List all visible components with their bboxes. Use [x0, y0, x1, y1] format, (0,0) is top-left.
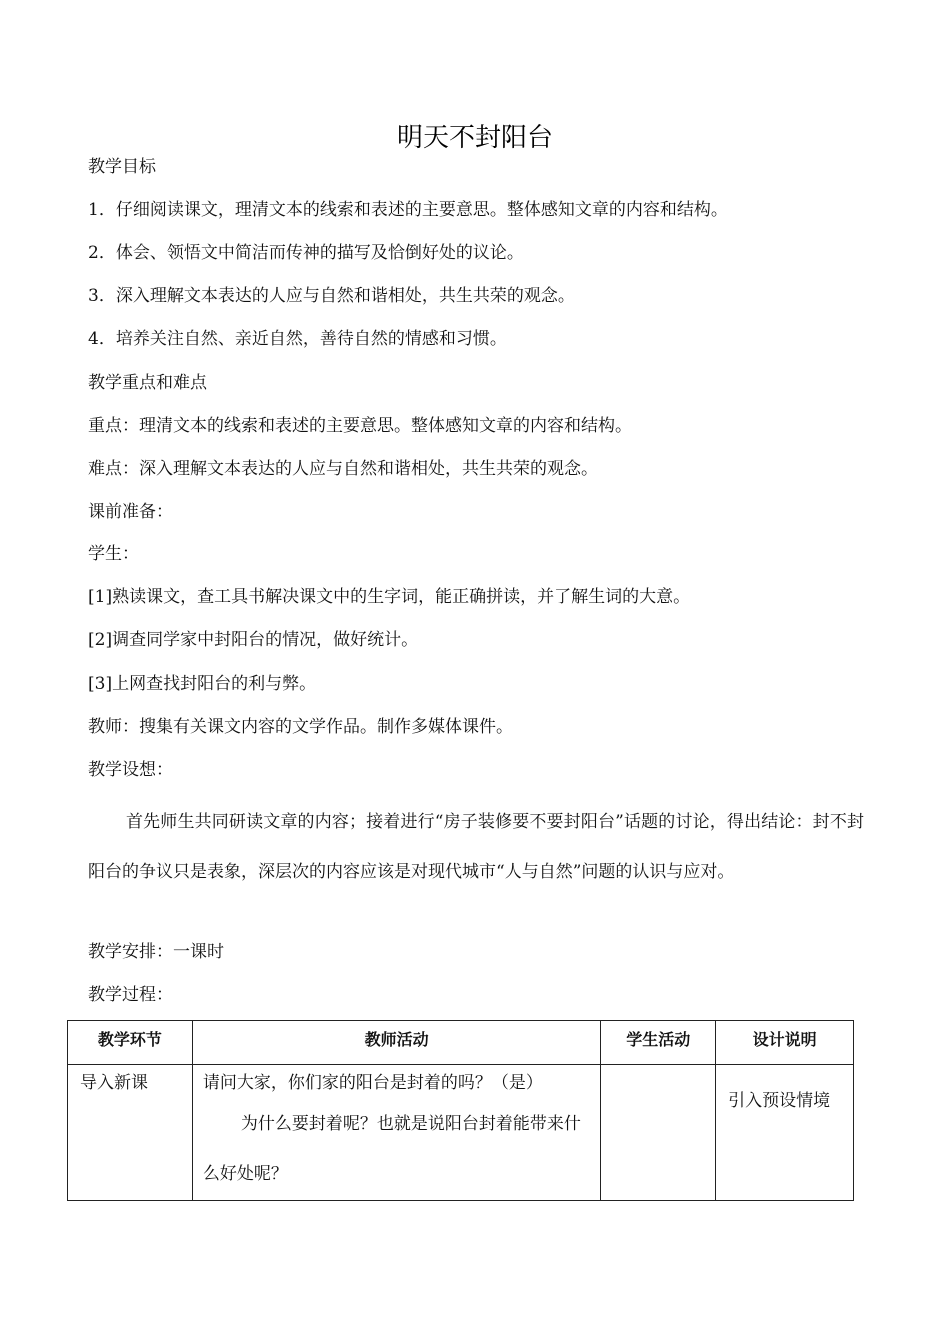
cell-teacher-activity — [192, 1065, 600, 1201]
cell-stage: 导入新课 — [68, 1065, 193, 1201]
teacher-prep: 教师：搜集有关课文内容的文学作品。制作多媒体课件。 — [88, 717, 513, 737]
student-task: [2]调查同学家中封阳台的情况，做好统计。 — [88, 630, 419, 650]
design-heading: 教学设想： — [88, 760, 173, 780]
goal-item: 1．仔细阅读课文，理清文本的线索和表述的主要意思。整体感知文章的内容和结构。 — [88, 200, 728, 220]
key-heading: 教学重点和难点 — [88, 373, 207, 393]
student-label: 学生： — [88, 544, 139, 564]
table-header-row — [68, 1021, 854, 1065]
teacher-line: 为什么要封着呢？也就是说阳台封着能带来什么好处呢？ — [202, 1114, 581, 1184]
difficult-point: 难点：深入理解文本表达的人应与自然和谐相处，共生共荣的观念。 — [88, 459, 598, 479]
cell-student-activity — [601, 1065, 716, 1201]
page-title: 明天不封阳台 — [396, 123, 553, 153]
goal-item: 4．培养关注自然、亲近自然，善待自然的情感和习惯。 — [88, 329, 507, 349]
student-task: [3]上网查找封阳台的利与弊。 — [88, 674, 317, 694]
design-paragraph: 首先师生共同研读文章的内容；接着进行“房子装修要不要封阳台”话题的讨论，得出结论：封不封阳台的争议只是表象，深层次的内容应该是对现代城市“人与自然”问题的认识与应对。 — [88, 812, 864, 882]
cell-design-note: 引入预设情境 — [716, 1065, 854, 1201]
goal-item: 3．深入理解文本表达的人应与自然和谐相处，共生共荣的观念。 — [88, 286, 575, 306]
header-stage: 教学环节 — [68, 1021, 193, 1065]
table-row — [68, 1065, 854, 1201]
header-design-note: 设计说明 — [716, 1021, 854, 1065]
goals-heading: 教学目标 — [88, 157, 156, 177]
goal-item: 2．体会、领悟文中简洁而传神的描写及恰倒好处的议论。 — [88, 243, 524, 263]
header-student-activity: 学生活动 — [601, 1021, 716, 1065]
header-teacher-activity: 教师活动 — [192, 1021, 600, 1065]
process-heading: 教学过程： — [88, 985, 173, 1005]
prep-heading: 课前准备： — [88, 502, 173, 522]
schedule: 教学安排：一课时 — [88, 942, 224, 962]
student-task: [1]熟读课文，查工具书解决课文中的生字词，能正确拼读，并了解生词的大意。 — [88, 587, 691, 607]
process-table — [67, 1020, 854, 1201]
key-point: 重点：理清文本的线索和表述的主要意思。整体感知文章的内容和结构。 — [88, 416, 632, 436]
teacher-line: 请问大家，你们家的阳台是封着的吗？（是） — [202, 1073, 543, 1093]
